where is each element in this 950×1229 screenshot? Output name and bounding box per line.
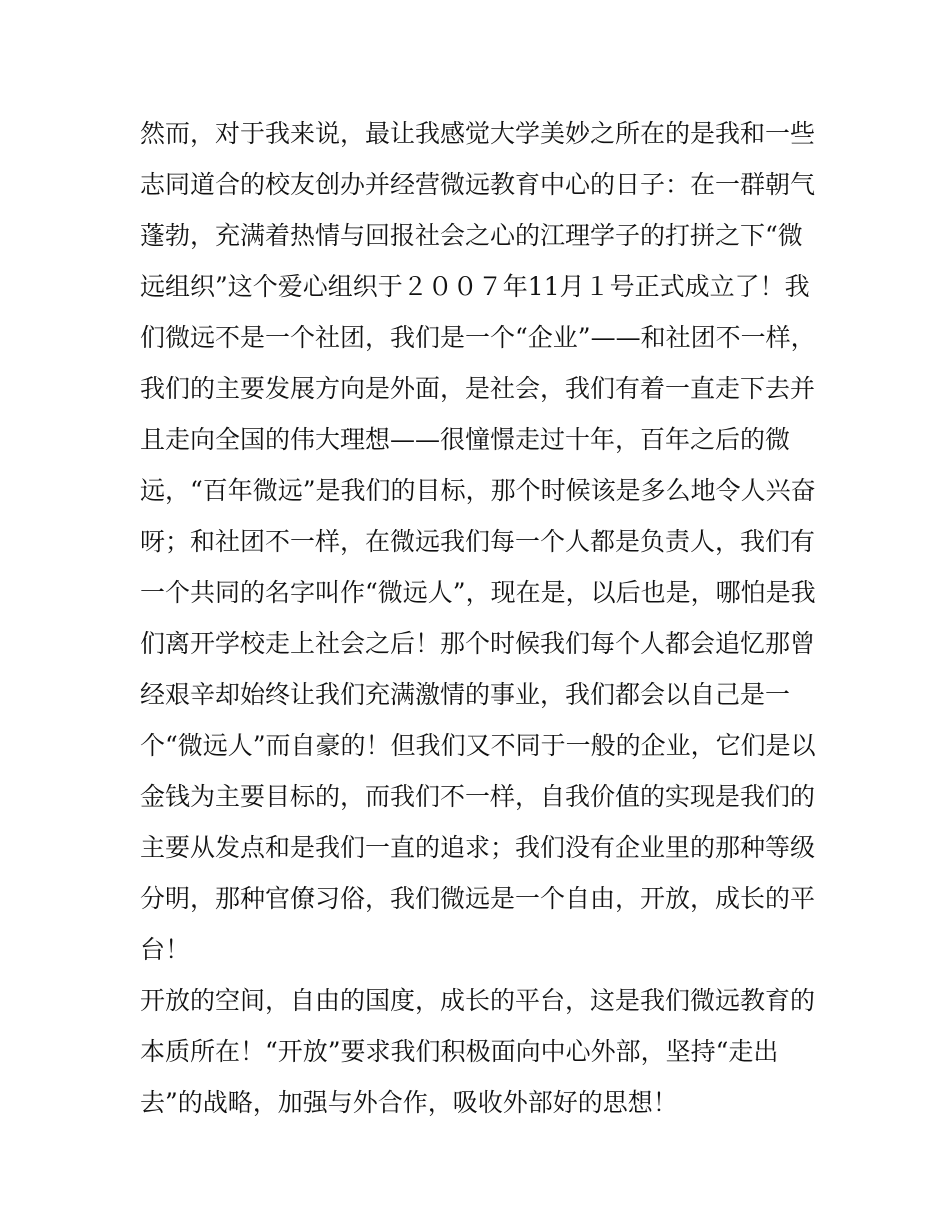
text-line-6: 我们的主要发展方向是外面，是社会，我们有着一直走下去并 — [140, 374, 816, 403]
text-line-12: 经艰辛却始终让我们充满激情的事业，我们都会以自己是一 — [140, 680, 791, 709]
text-line-9: 呀；和社团不一样，在微远我们每一个人都是负责人，我们有 — [140, 527, 816, 556]
text-line-13: 个“微远人”而自豪的！但我们又不同于一般的企业，它们是以 — [140, 731, 816, 760]
text-line-19: 本质所在！“开放”要求我们积极面向中心外部，坚持“走出 — [140, 1037, 779, 1066]
text-line-14: 金钱为主要目标的，而我们不一样，自我价值的实现是我们的 — [140, 782, 816, 811]
text-line-8: 远，“百年微远”是我们的目标，那个时候该是多么地令人兴奋 — [140, 476, 816, 505]
text-line-18: 开放的空间，自由的国度，成长的平台，这是我们微远教育的 — [140, 986, 816, 1015]
document-body — [140, 108, 840, 1128]
text-line-3: 蓬勃，充满着热情与回报社会之心的江理学子的打拼之下“微 — [140, 221, 803, 250]
text-line-11: 们离开学校走上社会之后！那个时候我们每个人都会追忆那曾 — [140, 629, 816, 658]
text-line-1: 然而，对于我来说，最让我感觉大学美妙之所在的是我和一些 — [140, 119, 816, 148]
text-line-4: 远组织”这个爱心组织于２００７年11月１号正式成立了！我 — [140, 272, 810, 301]
text-line-5: 们微远不是一个社团，我们是一个“企业”——和社团不一样， — [140, 323, 816, 352]
text-line-15: 主要从发点和是我们一直的追求；我们没有企业里的那种等级 — [140, 833, 816, 862]
text-line-7: 且走向全国的伟大理想——很憧憬走过十年，百年之后的微 — [140, 425, 791, 454]
text-line-20: 去”的战略，加强与外合作，吸收外部好的思想！ — [140, 1088, 678, 1117]
text-line-17: 台！ — [140, 935, 191, 964]
text-line-16: 分明，那种官僚习俗，我们微远是一个自由，开放，成长的平 — [140, 884, 816, 913]
text-line-10: 一个共同的名字叫作“微远人”，现在是，以后也是，哪怕是我 — [140, 578, 816, 607]
text-line-2: 志同道合的校友创办并经营微远教育中心的日子：在一群朝气 — [140, 170, 816, 199]
